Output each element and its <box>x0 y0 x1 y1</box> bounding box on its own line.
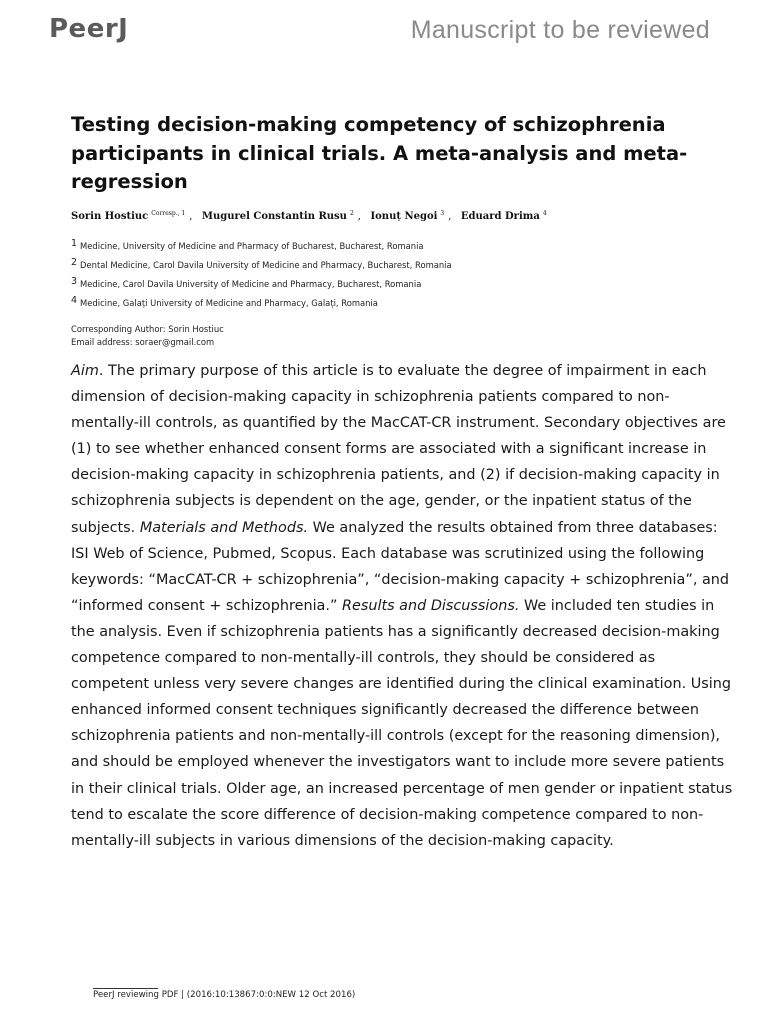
author-separator: , <box>189 211 193 222</box>
author-separator: , <box>357 211 361 222</box>
manuscript-status-banner: Manuscript to be reviewed <box>410 16 710 44</box>
affiliation-number: 1 <box>71 238 78 249</box>
author-name: Mugurel Constantin Rusu <box>201 211 347 222</box>
author-affiliation-ref: Corresp., 1 <box>151 210 186 217</box>
peerj-logo: PeerJ <box>49 14 129 44</box>
corresponding-author: Corresponding Author: Sorin Hostiuc <box>71 324 224 334</box>
affiliation-number: 3 <box>71 276 78 287</box>
author-affiliation-ref: 2 <box>349 210 354 217</box>
correspondence-block <box>71 323 224 348</box>
affiliation-text: Dental Medicine, Carol Davila University of Medicine and Pharmacy, Bucharest, Romania <box>80 260 452 270</box>
abstract-methods-label: Materials and Methods. <box>139 519 309 536</box>
affiliation-item <box>71 295 452 314</box>
author-name: Eduard Drima <box>460 211 540 222</box>
footer-divider <box>93 988 158 989</box>
affiliation-text: Medicine, Carol Davila University of Medicine and Pharmacy, Bucharest, Romania <box>80 279 422 289</box>
affiliation-number: 4 <box>71 295 78 306</box>
page-footer: PeerJ reviewing PDF | (2016:10:13867:0:0:NEW 12 Oct 2016) <box>93 990 356 1000</box>
abstract-results-text: We included ten studies in the analysis. Even if schizophrenia patients has a significantly decreased decision-making competence compared to non-mentally-ill controls, they should be considered as competent unless very severe changes are identified during the clinical examination. Using enhanced informed consent techniques significantly decreased the difference between schizophrenia patients and non-mentally-ill controls (except for the reasoning dimension), and should be employed whenever the investigators want to include more severe patients in their clinical trials. Older age, an increased percentage of men gender or inpatient status tend to escalate the score difference of decision-making competence compared to non-mentally-ill subjects in various dimensions of the decision-making capacity. <box>71 597 733 849</box>
affiliation-item <box>71 238 452 257</box>
author-affiliation-ref: 3 <box>440 210 445 217</box>
abstract-methods-text: We analyzed the results obtained from three databases: ISI Web of Science, Pubmed, Scopus. Each database was scrutinized using the following keywords: “MacCAT-CR + schizophrenia”, “decision-making capacity + schizophrenia”, and “informed consent + schizophrenia.” <box>71 519 730 614</box>
abstract-aim-label: Aim <box>71 363 99 379</box>
paper-title: Testing decision-making competency of schizophrenia participants in clinical trials. A meta-analysis and meta-regression <box>71 113 688 193</box>
affiliation-list <box>71 238 452 314</box>
author-affiliation-ref: 4 <box>542 210 547 217</box>
affiliation-text: Medicine, University of Medicine and Pharmacy of Bucharest, Bucharest, Romania <box>80 241 424 251</box>
author-separator: , <box>448 211 452 222</box>
author-list <box>71 210 547 222</box>
affiliation-text: Medicine, Galați University of Medicine and Pharmacy, Galați, Romania <box>80 298 378 308</box>
affiliation-item <box>71 276 452 295</box>
affiliation-number: 2 <box>71 257 78 268</box>
abstract-results-label: Results and Discussions. <box>341 597 520 614</box>
author-name: Sorin Hostiuc <box>71 211 149 222</box>
abstract-aim-text: . The primary purpose of this article is to evaluate the degree of impairment in each dimension of decision-making capacity in schizophrenia patients compared to non-mentally-ill controls, as quantified by the MacCAT-CR instrument. Secondary objectives are (1) to see whether enhanced consent forms are associated with a significant increase in decision-making capacity in schizophrenia patients, and (2) if decision-making capacity in schizophrenia subjects is dependent on the age, gender, or the inpatient status of the subjects. <box>71 363 726 536</box>
affiliation-item <box>71 257 452 276</box>
abstract-paragraph <box>71 358 736 854</box>
author-name: Ionuț Negoi <box>370 211 438 222</box>
corresponding-email[interactable]: Email address: soraer@gmail.com <box>71 336 215 347</box>
